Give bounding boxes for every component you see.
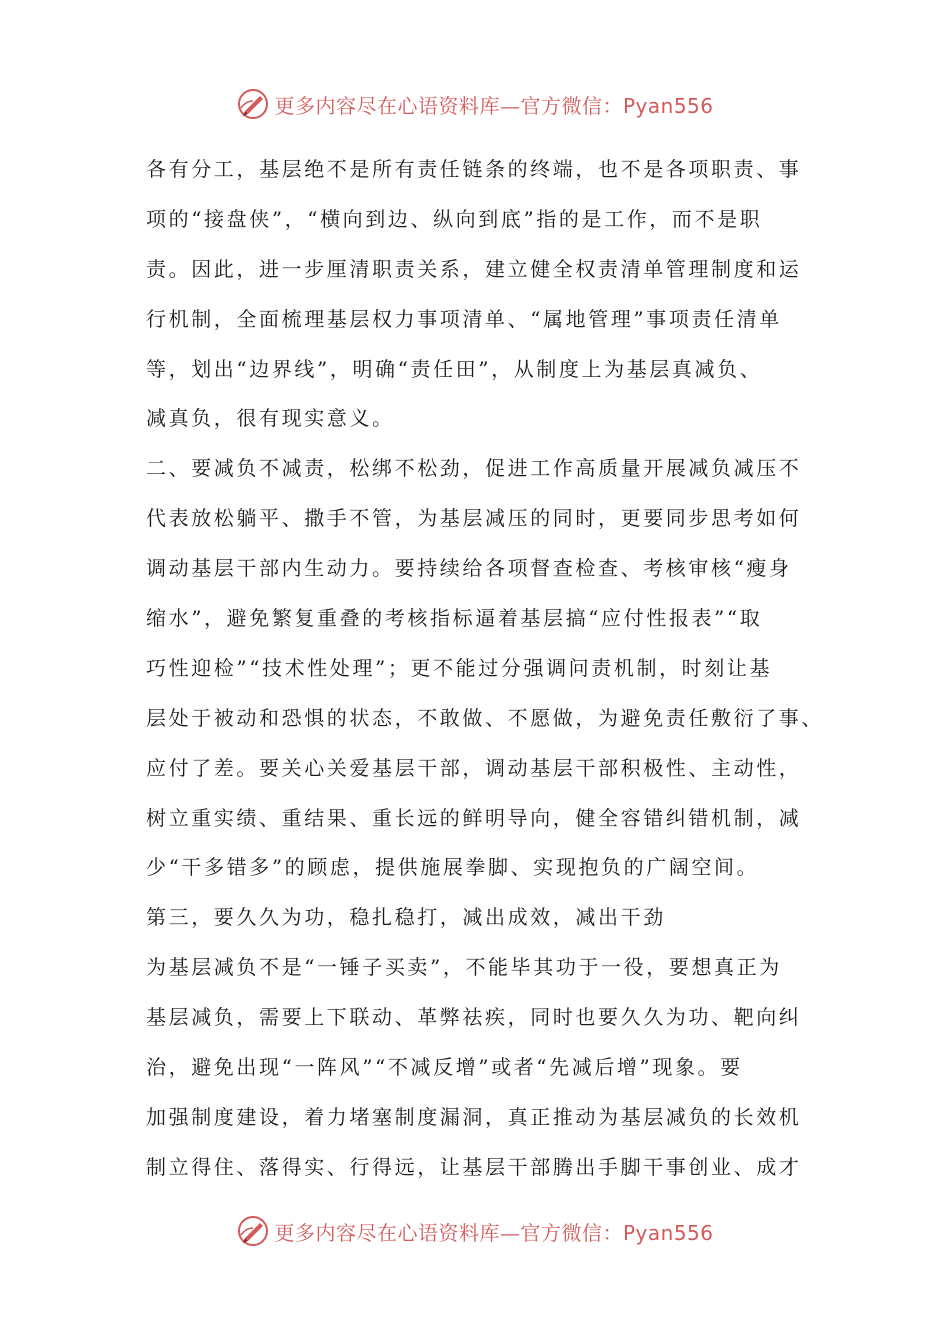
text-line: 各有分工，基层绝不是所有责任链条的终端，也不是各项职责、事: [146, 157, 802, 181]
text-line: 巧性迎检”“技术性处理”；更不能过分强调问责机制，时刻让基: [146, 655, 773, 680]
text-line: 第三，要久久为功，稳扎稳打，减出成效，减出干劲: [146, 905, 666, 930]
text-line: 加强制度建设，着力堵塞制度漏洞，真正推动为基层减负的长效机: [146, 1104, 802, 1129]
text-line: 缩水”，避免繁复重叠的考核指标逼着基层搞“应付性报表”“取: [146, 606, 763, 631]
document-body: [146, 145, 826, 1193]
text-line: 等，划出“边界线”，明确“责任田”，从制度上为基层真减负、: [146, 356, 763, 381]
text-line: 树立重实绩、重结果、重长远的鲜明导向，健全容错纠错机制，减: [146, 805, 802, 830]
banner-wechat: Pyan556: [622, 93, 714, 118]
text-line: 二、要减负不减责，松绑不松劲，促进工作高质量开展减负减压不: [146, 456, 802, 481]
logo-icon: [236, 1214, 270, 1248]
text-line: 治，避免出现“一阵风”“不减反增”或者“先减后增”现象。要: [146, 1055, 743, 1080]
text-line: 少“干多错多”的顾虑，提供施展拳脚、实现抱负的广阔空间。: [146, 855, 760, 880]
text-line: 项的“接盘侠”，“横向到边、纵向到底”指的是工作，而不是职: [146, 206, 763, 231]
banner-text: [274, 1217, 713, 1246]
text-line: 为基层减负不是“一锤子买卖”，不能毕其功于一役，要想真正为: [146, 955, 782, 980]
text-line: 基层减负，需要上下联动、革弊祛疾，同时也要久久为功、靶向纠: [146, 1005, 802, 1030]
banner-text: [274, 90, 713, 119]
banner-label: 更多内容尽在心语资料库—官方微信：: [274, 1220, 623, 1245]
banner-label: 更多内容尽在心语资料库—官方微信：: [274, 93, 623, 118]
text-line: 制立得住、落得实、行得远，让基层干部腾出手脚干事创业、成才: [146, 1154, 802, 1179]
logo-icon: [236, 87, 270, 121]
text-line: 代表放松躺平、撒手不管，为基层减压的同时，更要同步思考如何: [146, 506, 802, 531]
banner-wechat: Pyan556: [622, 1220, 714, 1245]
footer-banner: [0, 1211, 950, 1251]
text-line: 责。因此，进一步厘清职责关系，建立健全权责清单管理制度和运: [146, 256, 802, 281]
text-line: 行机制，全面梳理基层权力事项清单、“属地管理”事项责任清单: [146, 306, 782, 331]
header-banner: [0, 84, 950, 124]
text-line: 调动基层干部内生动力。要持续给各项督查检查、考核审核“瘦身: [146, 556, 792, 581]
text-line: 层处于被动和恐惧的状态，不敢做、不愿做，为避免责任敷衍了事、: [146, 705, 824, 730]
text-line: 应付了差。要关心关爱基层干部，调动基层干部积极性、主动性，: [146, 755, 802, 780]
text-line: 减真负，很有现实意义。: [146, 406, 395, 431]
